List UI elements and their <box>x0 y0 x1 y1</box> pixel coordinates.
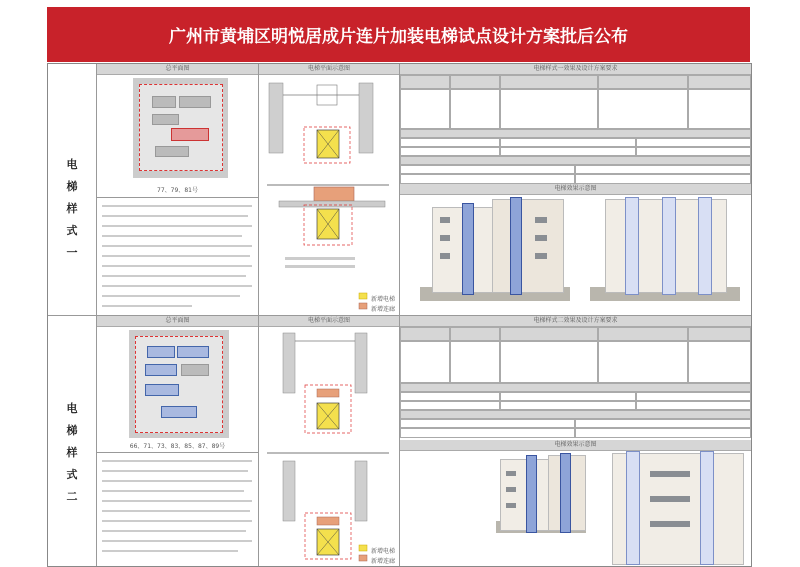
spec-cell <box>688 341 751 383</box>
site-plan-column <box>97 316 259 566</box>
spec-cell <box>450 89 500 129</box>
spec-cell <box>400 138 500 147</box>
note-line <box>102 510 250 512</box>
spec-cell <box>450 327 500 341</box>
spec-cell <box>400 428 575 438</box>
render-header: 电梯效果示意图 <box>400 440 751 451</box>
spec-cell <box>636 392 751 401</box>
render-window <box>650 471 690 477</box>
spec-subheader <box>400 156 751 165</box>
spec-cell <box>450 75 500 89</box>
highlighted-building <box>177 346 209 358</box>
elevator-shaft <box>526 455 537 533</box>
spec-cell <box>636 401 751 410</box>
building-block <box>155 146 189 157</box>
spec-header: 电梯样式二效果及设计方案要求 <box>400 316 751 327</box>
legend-elevator: 新增电梯 <box>371 548 396 555</box>
site-plan-header: 总平面图 <box>97 316 258 327</box>
render-window <box>535 235 547 241</box>
render-window <box>440 253 450 259</box>
divider <box>97 452 258 453</box>
section-style-one <box>48 64 751 316</box>
render-window <box>506 471 516 476</box>
spec-cell <box>575 165 751 174</box>
note-line <box>102 215 248 217</box>
elevator-shaft <box>698 197 712 295</box>
note-line <box>102 530 246 532</box>
site-plan-header: 总平面图 <box>97 64 258 75</box>
spec-cell <box>598 75 688 89</box>
note-line <box>102 265 252 267</box>
spec-cell <box>688 89 751 129</box>
spec-cell <box>450 341 500 383</box>
divider <box>97 197 258 198</box>
elevator-shaft <box>625 197 639 295</box>
spec-cell <box>400 147 500 156</box>
spec-cell <box>575 174 751 184</box>
note-line <box>102 255 250 257</box>
page-title: 广州市黄埔区明悦居成片连片加装电梯试点设计方案批后公布 <box>169 27 628 47</box>
spec-cell <box>400 165 575 174</box>
spec-cell <box>688 75 751 89</box>
highlighted-building <box>145 384 179 396</box>
site-plan-caption: 66、71、73、83、85、87、89号 <box>129 443 226 450</box>
spec-cell <box>400 327 450 341</box>
elevator-rendering <box>400 195 751 315</box>
render-window <box>440 235 450 241</box>
spec-table <box>400 75 751 195</box>
render-building <box>500 459 550 531</box>
note-line <box>102 245 252 247</box>
note-line <box>102 550 238 552</box>
page-title-banner <box>47 7 750 62</box>
note-line <box>102 225 252 227</box>
render-window <box>440 217 450 223</box>
note-line <box>102 205 252 207</box>
spec-cell <box>598 341 688 383</box>
render-building <box>492 199 564 293</box>
spec-cell <box>598 89 688 129</box>
note-line <box>102 305 192 307</box>
highlighted-building <box>145 364 177 376</box>
spec-cell <box>500 392 636 401</box>
spec-cell <box>400 392 500 401</box>
note-line <box>102 460 252 462</box>
note-line <box>102 520 252 522</box>
spec-cell <box>400 419 575 428</box>
legend-elevator: 新增电梯 <box>371 296 396 303</box>
spec-cell <box>500 401 636 410</box>
section-label: 电梯样式一 <box>66 158 78 259</box>
spec-header: 电梯样式一效果及设计方案要求 <box>400 64 751 75</box>
spec-cell <box>400 75 450 89</box>
elevator-rendering <box>400 451 751 566</box>
elevator-shaft <box>700 451 714 565</box>
spec-cell <box>400 174 575 184</box>
note-line <box>102 540 252 542</box>
note-line <box>102 235 242 237</box>
building-block <box>179 96 211 108</box>
legend-corridor: 新增连廊 <box>371 558 396 565</box>
design-sheet <box>47 63 752 567</box>
building-block <box>152 96 176 108</box>
elevator-shaft <box>510 197 522 295</box>
spec-column <box>400 316 751 566</box>
floor-plan-drawing <box>259 327 399 565</box>
section-label-cell <box>48 64 97 315</box>
render-window <box>650 496 690 502</box>
render-header: 电梯效果示意图 <box>400 184 751 195</box>
elevator-shaft <box>462 203 474 295</box>
spec-cell <box>500 138 636 147</box>
note-line <box>102 500 252 502</box>
note-line <box>102 490 244 492</box>
note-line <box>102 480 252 482</box>
render-window <box>506 487 516 492</box>
section-style-two <box>48 316 751 566</box>
spec-cell <box>636 147 751 156</box>
elevator-shaft <box>626 451 640 565</box>
note-line <box>102 275 246 277</box>
spec-cell <box>500 147 636 156</box>
highlighted-building <box>147 346 175 358</box>
spec-table <box>400 327 751 451</box>
floor-plan-header: 电梯平面示意图 <box>259 64 399 75</box>
highlighted-building <box>171 128 209 141</box>
highlighted-building <box>161 406 197 418</box>
spec-subheader <box>400 129 751 138</box>
floor-plan-header: 电梯平面示意图 <box>259 316 399 327</box>
spec-subheader <box>400 410 751 419</box>
floor-plan-column <box>259 316 400 566</box>
spec-cell <box>500 89 598 129</box>
spec-cell <box>400 341 450 383</box>
spec-cell <box>688 327 751 341</box>
note-line <box>102 285 252 287</box>
building-block <box>181 364 209 376</box>
site-plan-caption: 77、79、81号 <box>157 187 198 194</box>
spec-cell <box>400 89 450 129</box>
render-window <box>506 503 516 508</box>
floor-plan-column <box>259 64 400 315</box>
elevator-shaft <box>560 453 571 533</box>
floor-plan-drawing <box>259 75 399 315</box>
legend-corridor: 新增连廊 <box>371 306 396 313</box>
section-label-cell <box>48 316 97 566</box>
note-line <box>102 295 240 297</box>
spec-cell <box>500 341 598 383</box>
spec-subheader <box>400 383 751 392</box>
spec-cell <box>500 327 598 341</box>
elevator-shaft <box>662 197 676 295</box>
spec-cell <box>400 401 500 410</box>
spec-cell <box>575 428 751 438</box>
note-line <box>102 470 248 472</box>
render-window <box>650 521 690 527</box>
spec-cell <box>636 138 751 147</box>
render-window <box>535 217 547 223</box>
site-plan-column <box>97 64 259 315</box>
spec-cell <box>598 327 688 341</box>
building-block <box>152 114 179 125</box>
spec-cell <box>575 419 751 428</box>
spec-cell <box>500 75 598 89</box>
render-window <box>535 253 547 259</box>
section-label: 电梯样式二 <box>66 402 78 503</box>
spec-column <box>400 64 751 315</box>
